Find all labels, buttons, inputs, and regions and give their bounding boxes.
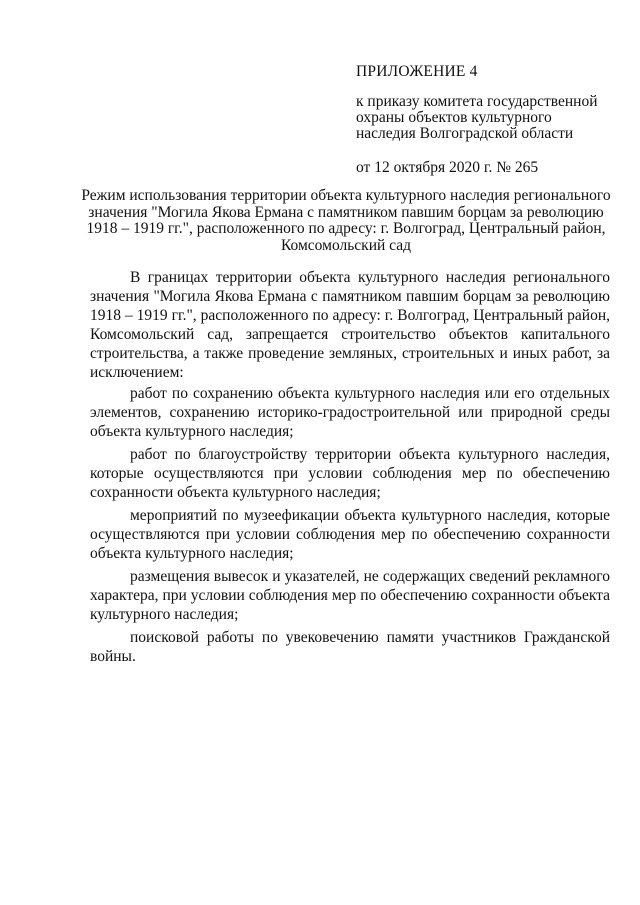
exception-item: размещения вывесок и указателей, не содержащих сведений рекламного характера, при условии соблюдения мер по обеспечению сохранности объекта культурного наследия; [90, 568, 610, 623]
exception-item: мероприятий по музеефикации объекта культурного наследия, которые осуществляются при условии соблюдения мер по обеспечению сохранности объекта культурного наследия; [90, 507, 610, 562]
appendix-date-number: от 12 октября 2020 г. № 265 [356, 159, 539, 176]
appendix-order-reference [356, 94, 626, 142]
document-body [90, 268, 610, 666]
appendix-block [356, 64, 626, 176]
appendix-order-line: наследия Волгоградской области [356, 125, 574, 142]
appendix-order-line: к приказу комитета государственной [356, 93, 598, 110]
heading-line: 1918 – 1919 гг.", расположенного по адресу: г. Волгоград, Центральный район, [86, 220, 606, 237]
heading-line: значения "Могила Якова Ермана с памятником павшим борцам за революцию [88, 203, 604, 221]
intro-paragraph: В границах территории объекта культурного наследия регионального значения "Могила Якова Ермана с памятником павшим борцам за революцию 1918 – 1919 гг.", расположенного по адресу: г. Волгоград, Центральный район, Комсомольский сад, запрещается строительство объектов капитального строительства, а также проведение земляных, строительных и иных работ, за исключением: [90, 269, 610, 381]
document-heading [80, 188, 612, 254]
exception-item: работ по благоустройству территории объекта культурного наследия, которые осуществляются при условии соблюдения мер по обеспечению сохранности объекта культурного наследия; [90, 446, 610, 501]
heading-line: Комсомольский сад [280, 236, 412, 254]
appendix-title: ПРИЛОЖЕНИЕ 4 [356, 63, 478, 80]
heading-line: Режим использования территории объекта культурного наследия регионального [81, 187, 611, 204]
exception-item: поисковой работы по увековечению памяти участников Гражданской войны. [90, 629, 610, 665]
appendix-order-line: охраны объектов культурного [356, 109, 552, 126]
exception-item: работ по сохранению объекта культурного наследия или его отдельных элементов, сохранению историко-градостроительной или природной среды объекта культурного наследия; [90, 385, 610, 440]
